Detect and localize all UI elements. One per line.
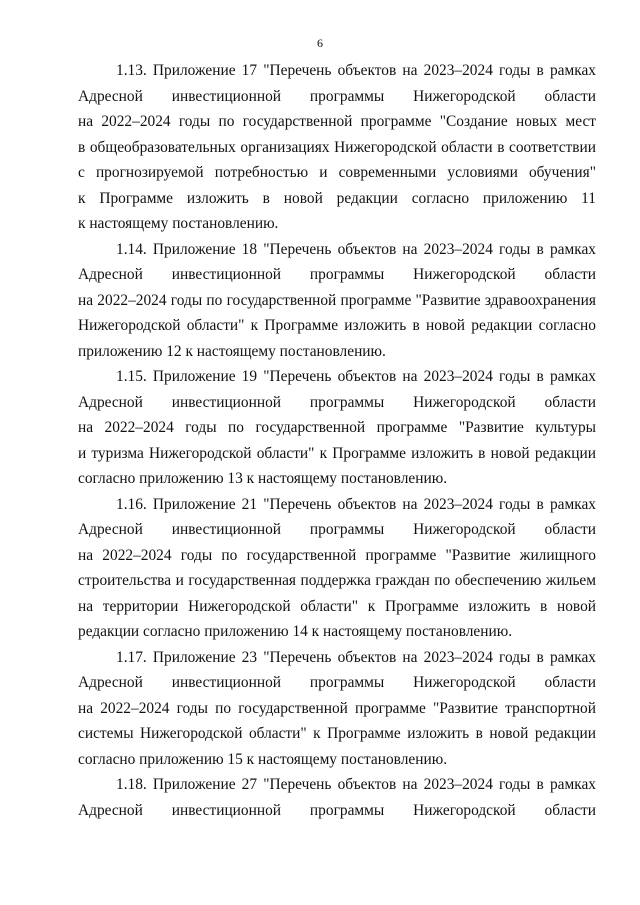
- paragraph-line: согласно приложению 15 к настоящему постановлению.: [78, 750, 448, 768]
- paragraph-line: системы Нижегородской области" к Программе изложить в новой редакции: [78, 725, 596, 742]
- paragraph-line: на 2022–2024 годы по государственной программе "Создание новых мест: [78, 113, 596, 130]
- paragraph-1-13: [78, 58, 596, 237]
- paragraph-line: Адресной инвестиционной программы Нижегородской области: [78, 393, 596, 411]
- paragraph-line: Адресной инвестиционной программы Нижегородской области: [78, 87, 596, 105]
- paragraph-line: 1.17. Приложение 23 "Перечень объектов на 2023–2024 годы в рамках: [116, 648, 596, 666]
- paragraph-line: строительства и государственная поддержка граждан по обеспечению жильем: [78, 572, 596, 589]
- paragraph-line: и туризма Нижегородской области" к Программе изложить в новой редакции: [78, 444, 596, 462]
- paragraph-line: на 2022–2024 годы по государственной программе "Развитие транспортной: [78, 699, 596, 717]
- paragraph-line: Адресной инвестиционной программы Нижегородской области: [78, 521, 596, 538]
- paragraph-line: Нижегородской области" к Программе изложить в новой редакции согласно: [78, 317, 596, 334]
- paragraph-line: к настоящему постановлению.: [78, 215, 279, 232]
- paragraph-line: приложению 12 к настоящему постановлению.: [78, 342, 386, 360]
- paragraph-line: 1.16. Приложение 21 "Перечень объектов на 2023–2024 годы в рамках: [116, 495, 596, 513]
- paragraph-1-15: [78, 364, 596, 492]
- paragraph-line: Адресной инвестиционной программы Нижегородской области: [78, 266, 596, 283]
- paragraph-line: 1.13. Приложение 17 "Перечень объектов на 2023–2024 годы в рамках: [116, 62, 596, 79]
- paragraph-line: редакции согласно приложению 14 к настоящему постановлению.: [78, 623, 513, 640]
- paragraph-line: согласно приложению 13 к настоящему постановлению.: [78, 470, 448, 487]
- paragraph-line: на территории Нижегородской области" к Программе изложить в новой: [78, 597, 596, 615]
- paragraph-1-16: [78, 492, 596, 645]
- paragraph-line: на 2022–2024 годы по государственной программе "Развитие здравоохранения: [78, 291, 596, 309]
- document-body: [78, 58, 596, 823]
- paragraph-line: на 2022–2024 годы по государственной программе "Развитие жилищного: [78, 546, 596, 564]
- paragraph-line: с прогнозируемой потребностью и современными условиями обучения": [78, 164, 596, 181]
- paragraph-1-14: [78, 237, 596, 365]
- paragraph-line: 1.14. Приложение 18 "Перечень объектов на 2023–2024 годы в рамках: [116, 240, 596, 258]
- paragraph-line: Адресной инвестиционной программы Нижегородской области: [78, 674, 596, 691]
- paragraph-line: 1.15. Приложение 19 "Перечень объектов на 2023–2024 годы в рамках: [116, 368, 596, 385]
- paragraph-1-17: [78, 645, 596, 773]
- paragraph-line: в общеобразовательных организациях Нижегородской области в соответствии: [78, 138, 596, 156]
- paragraph-line: к Программе изложить в новой редакции согласно приложению 11: [78, 189, 596, 207]
- paragraph-line: на 2022–2024 годы по государственной программе "Развитие культуры: [78, 419, 596, 436]
- page-number: 6: [317, 36, 323, 50]
- paragraph-1-18: [78, 772, 596, 823]
- paragraph-line: 1.18. Приложение 27 "Перечень объектов на 2023–2024 годы в рамках: [116, 776, 596, 793]
- paragraph-line: Адресной инвестиционной программы Нижегородской области: [78, 801, 596, 819]
